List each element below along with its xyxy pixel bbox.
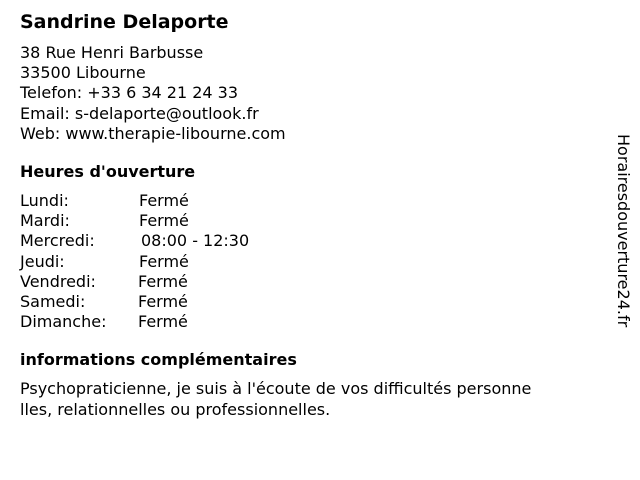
hours-value: Fermé xyxy=(138,271,188,291)
hours-row-friday xyxy=(20,272,590,292)
additional-info-text xyxy=(20,379,590,419)
business-name: Sandrine Delaporte xyxy=(20,11,229,33)
day-label: Jeudi: xyxy=(20,251,65,271)
business-card xyxy=(20,9,590,420)
additional-info-heading: informations complémentaires xyxy=(20,350,297,370)
opening-hours-heading: Heures d'ouverture xyxy=(20,162,196,182)
hours-value: Fermé xyxy=(138,312,188,332)
hours-row-saturday xyxy=(20,292,590,312)
website: Web: www.therapie-libourne.com xyxy=(20,123,286,143)
hours-value: Fermé xyxy=(139,251,189,271)
address-block xyxy=(20,43,590,144)
info-line: lles, relationnelles ou professionnelles. xyxy=(20,399,331,419)
email-address: Email: s-delaporte@outlook.fr xyxy=(20,103,259,123)
hours-value: Fermé xyxy=(139,211,189,231)
day-label: Mercredi: xyxy=(20,231,95,251)
watermark-text: Horairesdouverture24.fr xyxy=(614,134,633,328)
day-label: Dimanche: xyxy=(20,312,107,332)
city-postcode: 33500 Libourne xyxy=(20,63,146,83)
hours-value: 08:00 - 12:30 xyxy=(141,231,250,251)
hours-row-thursday xyxy=(20,252,590,272)
opening-hours-table xyxy=(20,191,590,332)
hours-row-tuesday xyxy=(20,211,590,231)
sidebar-watermark xyxy=(612,134,634,374)
day-label: Mardi: xyxy=(20,211,70,231)
hours-row-monday xyxy=(20,191,590,211)
day-label: Lundi: xyxy=(20,191,69,211)
info-line: Psychopraticienne, je suis à l'écoute de vos difficultés personne xyxy=(20,379,532,399)
street-address: 38 Rue Henri Barbusse xyxy=(20,43,204,62)
hours-value: Fermé xyxy=(138,292,188,312)
hours-row-sunday xyxy=(20,312,590,332)
hours-row-wednesday xyxy=(20,231,590,251)
day-label: Samedi: xyxy=(20,292,86,312)
hours-value: Fermé xyxy=(139,191,189,211)
day-label: Vendredi: xyxy=(20,271,96,291)
phone-number: Telefon: +33 6 34 21 24 33 xyxy=(20,83,239,103)
